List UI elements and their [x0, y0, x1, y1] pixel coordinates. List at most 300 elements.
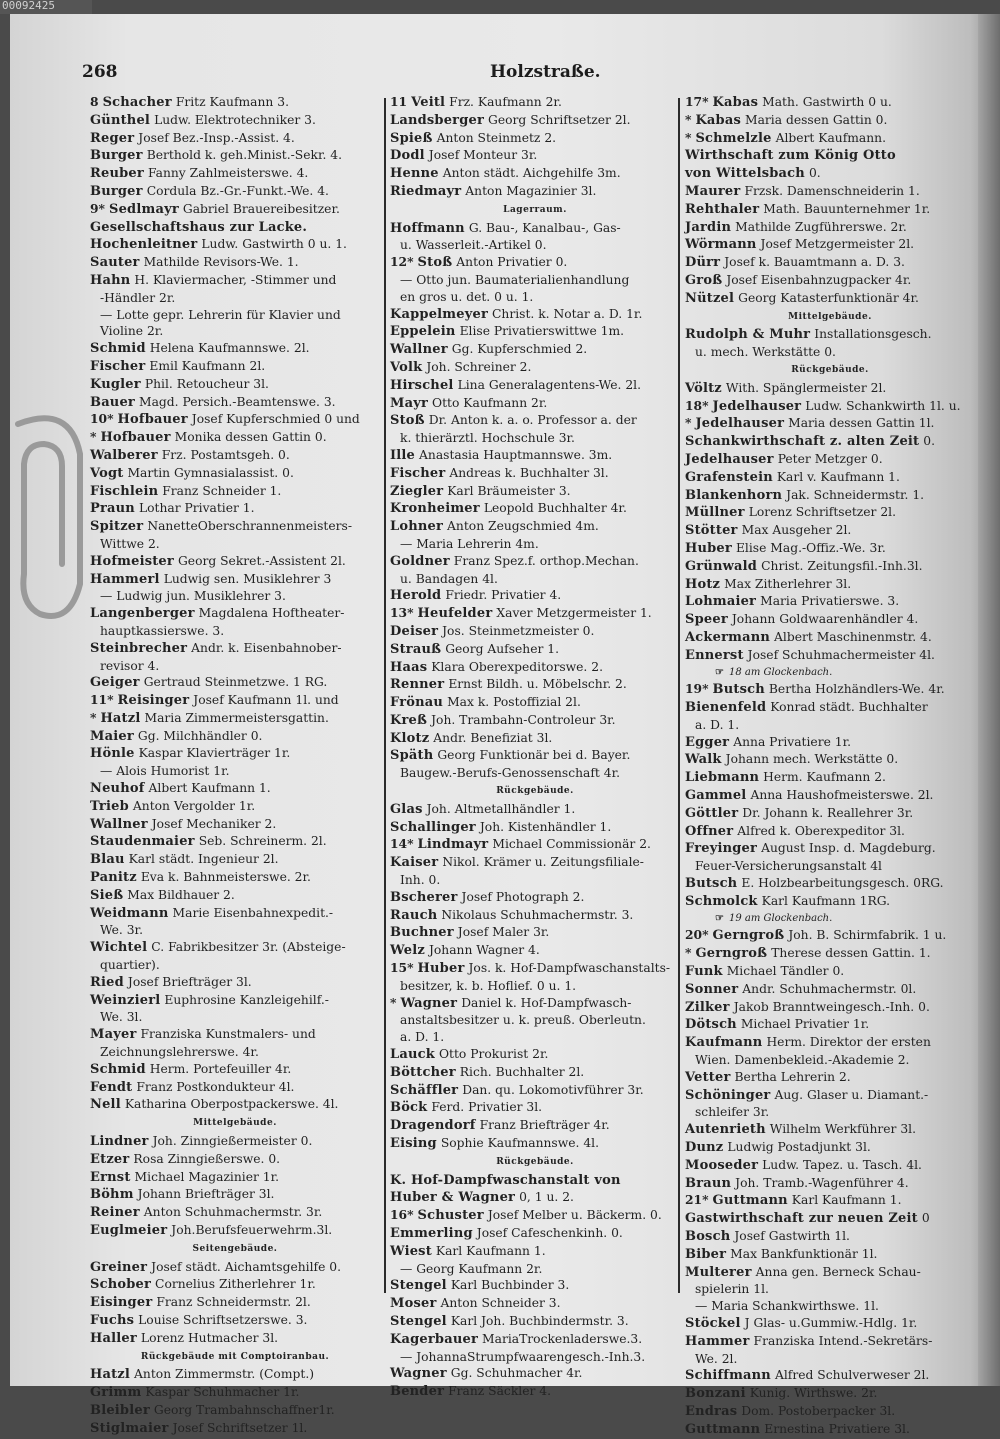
continuation-line: Zeichnungslehrerswe. 4r.: [100, 1045, 259, 1060]
resident-details: Lorenz Hutmacher 3l.: [140, 1330, 279, 1345]
resident-details: Georg Sekret.-Assistent 2l.: [177, 553, 346, 568]
resident-details: Joh. Zinngießermeister 0.: [152, 1134, 313, 1149]
section-heading: Seitengebäude.: [192, 1243, 278, 1254]
resident-details: Gg. Kupferschmied 2.: [451, 342, 588, 357]
directory-entry: [685, 522, 975, 540]
house-number: *: [90, 709, 97, 725]
resident-details: Gabriel Brauereibesitzer.: [182, 201, 340, 216]
resident-details: Michael Commissionär 2.: [492, 837, 651, 852]
resident-name: Wiest: [390, 1243, 432, 1259]
house-number: *: [685, 945, 692, 961]
paper-clip-icon: [10, 394, 88, 634]
directory-entry: [90, 1151, 380, 1169]
directory-entry: [390, 1383, 680, 1401]
resident-details: Michael Privatier 1r.: [740, 1017, 870, 1032]
resident-details: Dom. Postoberpacker 3l.: [741, 1403, 896, 1418]
resident-name: Greiner: [90, 1259, 148, 1275]
resident-details: 0.: [923, 434, 935, 449]
resident-details: Michael Magazinier 1r.: [134, 1169, 280, 1184]
house-number: 13*: [390, 605, 414, 621]
directory-entry: [390, 1277, 680, 1295]
resident-name: Mayr: [390, 395, 429, 411]
resident-name: Rauch: [390, 907, 438, 923]
resident-details: Dan. qu. Lokomotivführer 3r.: [462, 1082, 644, 1097]
resident-name: Glas: [390, 801, 423, 817]
directory-entry: [390, 641, 680, 659]
resident-details: Magdalena Hoftheater-: [198, 606, 345, 621]
resident-details: Anton Privatier 0.: [456, 255, 568, 270]
directory-entry: [90, 465, 380, 483]
section-heading: Rückgebäude.: [791, 364, 869, 375]
resident-name: Weidmann: [90, 905, 169, 921]
directory-entry: [390, 1225, 680, 1243]
resident-name: Kappelmeyer: [390, 306, 489, 322]
resident-name: Etzer: [90, 1151, 130, 1167]
resident-details: Gg. Milchhändler 0.: [137, 728, 263, 743]
resident-details: Ludw. Schankwirth 1l. u.: [805, 398, 961, 413]
house-number: 11*: [90, 692, 114, 708]
resident-details: Aug. Glaser u. Diamant.-: [774, 1087, 929, 1102]
directory-entry: [685, 611, 975, 629]
resident-name: Butsch: [685, 876, 738, 892]
directory-entry: [390, 1082, 680, 1100]
directory-entry: [90, 358, 380, 376]
directory-entry: [90, 553, 380, 571]
directory-entry: [685, 699, 975, 717]
resident-name: Eisinger: [90, 1295, 153, 1311]
directory-entry: [685, 201, 975, 219]
resident-name: Nell: [90, 1097, 121, 1113]
directory-entry: [685, 433, 975, 451]
directory-entry: [90, 939, 380, 957]
house-number: 21*: [685, 1192, 709, 1208]
directory-entry: [685, 1139, 975, 1157]
directory-entry: [90, 887, 380, 905]
resident-details: Ernst Bildh. u. Möbelschr. 2.: [448, 677, 627, 692]
directory-entry: [390, 605, 680, 623]
resident-details: Frz. Postamtsgeh. 0.: [161, 447, 290, 462]
directory-entry: [390, 183, 680, 201]
resident-name: Egger: [685, 734, 730, 750]
resident-name: Bienenfeld: [685, 700, 767, 716]
directory-entry: [390, 907, 680, 925]
directory-entry: [685, 751, 975, 769]
resident-name: Maurer: [685, 183, 741, 199]
directory-entry: [90, 640, 380, 658]
resident-details: Gg. Schuhmacher 4r.: [450, 1366, 583, 1381]
resident-details: Otto Kaufmann 2r.: [432, 395, 548, 410]
directory-entry: [390, 623, 680, 641]
resident-details: Andreas k. Buchhalter 3l.: [449, 465, 609, 480]
directory-entry: [685, 558, 975, 576]
resident-name: Staudenmaier: [90, 834, 195, 850]
directory-entry: [390, 112, 680, 130]
resident-name: Bonzani: [685, 1386, 746, 1402]
resident-name: Lindmayr: [417, 837, 489, 853]
resident-name: Gerngroß: [712, 928, 785, 944]
resident-name: Braun: [685, 1175, 732, 1191]
directory-entry: [90, 1402, 380, 1420]
directory-entry: [90, 147, 380, 165]
resident-details: Karl Joh. Buchbindermstr. 3.: [450, 1313, 629, 1328]
resident-details: Ferd. Privatier 3l.: [431, 1100, 543, 1115]
resident-details: Maria dessen Gattin 1l.: [788, 416, 935, 431]
directory-entry: [390, 676, 680, 694]
directory-entry: [390, 1313, 680, 1331]
resident-name: Bosch: [685, 1229, 731, 1244]
house-number: 9*: [90, 200, 105, 216]
resident-name: Kaiser: [390, 855, 439, 871]
directory-entry: [90, 1294, 380, 1312]
resident-name: Sauter: [90, 255, 140, 271]
resident-name: Walk: [685, 752, 722, 768]
resident-name: Gerngroß: [695, 946, 768, 962]
resident-name: Welz: [390, 943, 425, 959]
resident-details: Frz. Kaufmann 2r.: [449, 95, 562, 109]
resident-details: Karl v. Kaufmann 1.: [776, 469, 900, 484]
directory-entry: [90, 1420, 380, 1438]
resident-name: Gammel: [685, 788, 747, 804]
directory-entry: [390, 553, 680, 571]
resident-name: Vogt: [90, 465, 124, 481]
resident-details: Marie Eisenbahnexpedit.-: [172, 905, 334, 920]
house-number: *: [90, 429, 97, 445]
directory-entry: [390, 1172, 680, 1190]
directory-entry: [685, 1333, 975, 1351]
resident-details: Karl Kaufmann 1.: [435, 1243, 546, 1258]
resident-name: Sieß: [90, 887, 124, 903]
directory-entry: [90, 728, 380, 746]
directory-entry: [90, 1366, 380, 1384]
resident-name: Jedelhauser: [685, 451, 774, 467]
resident-details: Ludw. Elektrotechniker 3.: [154, 112, 316, 127]
directory-entry: [390, 483, 680, 501]
resident-details: Georg Aufseher 1.: [445, 641, 560, 656]
resident-name: Dunz: [685, 1140, 724, 1156]
resident-name: Guttmann: [685, 1421, 761, 1437]
directory-entry: [685, 681, 975, 699]
directory-entry: [390, 465, 680, 483]
continuation-line: — Georg Kaufmann 2r.: [400, 1261, 543, 1276]
directory-entry: [685, 451, 975, 469]
directory-entry: [390, 1207, 680, 1225]
directory-entry: [685, 165, 975, 183]
house-number: 16*: [390, 1207, 414, 1223]
resident-details: Alfred Schulverweser 2l.: [774, 1368, 930, 1383]
resident-name: Huber: [685, 540, 732, 556]
cross-reference-note: [715, 665, 975, 682]
resident-name: Schmolck: [685, 893, 758, 909]
directory-entry: [90, 94, 380, 112]
resident-details: Nikol. Krämer u. Zeitungsfiliale-: [442, 855, 644, 870]
resident-name: Schankwirthschaft z. alten Zeit: [685, 434, 920, 450]
directory-entry: [685, 398, 975, 416]
resident-name: Strauß: [390, 641, 442, 657]
resident-name: Kagerbauer: [390, 1331, 479, 1347]
directory-entry: [390, 1099, 680, 1117]
continuation-line: — Maria Schankwirthswe. 1l.: [695, 1299, 879, 1314]
resident-details: Joh. Kistenhändler 1.: [479, 819, 612, 834]
directory-entry: [685, 147, 975, 165]
resident-name: Autenrieth: [685, 1122, 766, 1138]
resident-name: Offner: [685, 823, 734, 839]
resident-details: Franz Briefträger 4r.: [479, 1118, 610, 1133]
directory-entry: [390, 1046, 680, 1064]
resident-name: Stengel: [390, 1313, 447, 1329]
resident-name: Klotz: [390, 730, 430, 746]
scan-id-label: 00092425: [0, 0, 92, 14]
resident-name: Deiser: [390, 623, 439, 639]
directory-entry: [90, 1096, 380, 1114]
house-number: 19*: [685, 681, 709, 697]
resident-details: Katharina Oberpostpackerswe. 4l.: [124, 1097, 339, 1112]
resident-name: Funk: [685, 964, 723, 980]
directory-entry: [390, 1189, 680, 1207]
resident-name: Eising: [390, 1136, 437, 1152]
continuation-line: — Maria Lehrerin 4m.: [400, 536, 539, 551]
resident-name: Nützel: [685, 290, 735, 306]
resident-details: Ludw. Gastwirth 0 u. 1.: [201, 237, 347, 252]
column-divider: [384, 98, 386, 1293]
resident-details: J Glas- u.Gummiw.-Hdlg. 1r.: [744, 1315, 918, 1330]
directory-entry: [390, 130, 680, 148]
directory-entry: [685, 504, 975, 522]
resident-details: Peter Metzger 0.: [777, 451, 883, 466]
resident-name: Bleibler: [90, 1402, 150, 1418]
directory-entry: [685, 945, 975, 963]
resident-details: Andr. Schuhmachermstr. 0l.: [742, 981, 917, 996]
resident-details: Jak. Schneidermstr. 1.: [786, 487, 925, 502]
continuation-line: We. 3r.: [100, 923, 143, 938]
continuation-line: schleifer 3r.: [695, 1105, 770, 1120]
resident-details: Johann Wagner 4.: [428, 943, 540, 958]
directory-entry: [90, 1384, 380, 1402]
resident-name: Ille: [390, 447, 416, 463]
directory-entry: [390, 924, 680, 942]
resident-name: Schmid: [90, 341, 146, 357]
resident-details: Elise Privatierswittwe 1m.: [459, 324, 625, 339]
column-right: [685, 94, 975, 1439]
resident-details: Phil. Retoucheur 3l.: [144, 376, 269, 391]
resident-details: 0: [921, 1211, 930, 1226]
resident-name: Gastwirthschaft zur neuen Zeit: [685, 1211, 918, 1227]
continuation-line: — Otto jun. Baumaterialienhandlung: [400, 272, 630, 287]
section-heading: Lagerraum.: [503, 204, 567, 215]
resident-name: Hirschel: [390, 377, 454, 393]
resident-details: Cornelius Zitherlehrer 1r.: [155, 1277, 316, 1292]
directory-entry: [90, 1061, 380, 1079]
resident-name: Fischlein: [90, 483, 159, 499]
directory-entry: [390, 730, 680, 748]
directory-entry: [90, 236, 380, 254]
directory-entry: [90, 1259, 380, 1277]
resident-details: Kunig. Wirthswe. 2r.: [749, 1386, 878, 1401]
directory-entry: [390, 889, 680, 907]
resident-details: C. Fabrikbesitzer 3r. (Absteige-: [151, 940, 346, 955]
resident-name: Fendt: [90, 1079, 133, 1095]
directory-entry: [90, 1276, 380, 1294]
continuation-line: Violine 2r.: [100, 324, 164, 339]
resident-name: Dötsch: [685, 1017, 737, 1033]
resident-details: Math. Gastwirth 0 u.: [762, 95, 892, 109]
resident-name: Wichtel: [90, 940, 148, 956]
resident-name: Hofbauer: [117, 412, 188, 428]
resident-name: Vetter: [685, 1069, 731, 1085]
directory-entry: [390, 712, 680, 730]
directory-entry: [685, 130, 975, 148]
resident-name: Grünwald: [685, 558, 758, 574]
resident-name: Mayer: [90, 1027, 137, 1043]
resident-name: Späth: [390, 748, 434, 764]
directory-entry: [90, 798, 380, 816]
directory-entry: [685, 1367, 975, 1385]
resident-details: E. Holzbearbeitungsgesch. 0RG.: [741, 876, 944, 891]
continuation-line: u. Wasserleit.-Artikel 0.: [400, 238, 547, 253]
resident-details: Lothar Privatier 1.: [138, 501, 255, 516]
resident-details: G. Bau-, Kanalbau-, Gas-: [468, 220, 621, 235]
directory-entry: [90, 745, 380, 763]
resident-name: Böck: [390, 1100, 428, 1116]
resident-name: Frönau: [390, 695, 444, 711]
resident-details: Joh.Berufsfeuerwehrm.3l.: [171, 1223, 333, 1237]
resident-details: Joh. Schreiner 2.: [426, 359, 532, 374]
resident-details: Josef Cafeschenkinh. 0.: [476, 1226, 623, 1240]
resident-name: Kabas: [695, 112, 741, 128]
directory-entry: [685, 236, 975, 254]
resident-details: Max Bildhauer 2.: [127, 887, 235, 902]
resident-name: Hoffmann: [390, 220, 465, 236]
continuation-line: k. thierärztl. Hochschule 3r.: [400, 431, 575, 446]
directory-entry: [90, 1186, 380, 1204]
resident-name: Hönle: [90, 746, 135, 762]
resident-details: Josef Mechaniker 2.: [151, 816, 277, 831]
resident-name: Kabas: [712, 95, 759, 110]
directory-entry: [685, 823, 975, 841]
directory-entry: [685, 1034, 975, 1052]
house-number: 18*: [685, 397, 709, 413]
resident-details: Helena Kaufmannswe. 2l.: [149, 341, 310, 356]
resident-details: Josef Metzgermeister 2l.: [760, 237, 915, 252]
resident-name: Zilker: [685, 999, 730, 1015]
resident-name: Hofbauer: [100, 430, 171, 446]
resident-name: Sonner: [685, 981, 739, 997]
directory-entry: [685, 840, 975, 858]
directory-entry: [90, 272, 380, 290]
continuation-line: en gros u. det. 0 u. 1.: [400, 289, 534, 304]
resident-details: Karl Kaufmann 1RG.: [761, 893, 890, 908]
directory-entry: [685, 999, 975, 1017]
resident-name: Dürr: [685, 255, 721, 271]
resident-name: Ziegler: [390, 483, 444, 499]
resident-details: Xaver Metzgermeister 1.: [496, 606, 652, 621]
resident-details: Anton Zimmermstr. (Compt.): [134, 1367, 315, 1382]
directory-entry: [685, 805, 975, 823]
resident-name: Rehthaler: [685, 201, 760, 217]
resident-name: Wagner: [400, 995, 458, 1011]
resident-name: Spieß: [390, 130, 433, 146]
resident-name: Henne: [390, 166, 439, 182]
resident-name: Blankenhorn: [685, 487, 783, 503]
house-number: 12*: [390, 254, 414, 270]
resident-details: Dr. Johann k. Reallehrer 3r.: [742, 805, 914, 820]
directory-entry: [390, 1331, 680, 1349]
resident-details: Franz Säckler 4.: [448, 1384, 551, 1399]
continuation-line: a. D. 1.: [400, 1030, 445, 1045]
resident-details: Georg Trambahnschaffner1r.: [153, 1402, 335, 1417]
directory-entry: [390, 359, 680, 377]
street-title: Holzstraße.: [490, 62, 601, 82]
section-heading: Rückgebäude mit Comptoiranbau.: [140, 1351, 330, 1362]
directory-entry: [90, 376, 380, 394]
directory-entry: [90, 219, 380, 237]
directory-entry: [90, 518, 380, 536]
directory-entry: [90, 1312, 380, 1330]
directory-entry: [90, 1204, 380, 1222]
house-number: 14*: [390, 836, 414, 852]
resident-details: Anton städt. Aichgehilfe 3m.: [442, 166, 621, 181]
continuation-line: quartier).: [100, 958, 160, 973]
note-text: 18 am Glockenbach.: [728, 666, 833, 678]
resident-details: Euphrosine Kanzleigehilf.-: [164, 992, 329, 1007]
resident-name: Fuchs: [90, 1312, 135, 1328]
resident-name: Biber: [685, 1246, 727, 1262]
resident-name: Dragendorf: [390, 1118, 476, 1134]
resident-name: Reuber: [90, 166, 144, 182]
directory-entry: [90, 183, 380, 201]
resident-details: Herm. Portefeuiller 4r.: [149, 1061, 292, 1076]
resident-name: Lohner: [390, 519, 444, 535]
directory-entry: [390, 694, 680, 712]
directory-entry: [390, 1117, 680, 1135]
resident-name: Hatzl: [90, 1367, 131, 1383]
directory-entry: [685, 540, 975, 558]
directory-entry: [90, 869, 380, 887]
resident-details: August Insp. d. Magdeburg.: [761, 841, 936, 856]
resident-details: Jos. Steinmetzmeister 0.: [442, 623, 595, 638]
directory-entry: [390, 801, 680, 819]
resident-name: Gesellschaftshaus zur Lacke.: [90, 219, 308, 235]
resident-name: Kreß: [390, 712, 428, 728]
directory-entry: [685, 94, 975, 112]
resident-name: K. Hof-Dampfwaschanstalt von: [390, 1172, 621, 1188]
resident-details: Seb. Schreinerm. 2l.: [198, 834, 327, 849]
resident-name: Fischer: [90, 358, 146, 374]
directory-entry: [390, 147, 680, 165]
resident-details: Johann mech. Werkstätte 0.: [725, 752, 899, 767]
directory-entry: [685, 290, 975, 308]
resident-details: Emil Kaufmann 2l.: [149, 358, 266, 373]
resident-details: Jos. k. Hof-Dampfwaschanstalts-: [468, 961, 671, 976]
directory-entry: [390, 659, 680, 677]
resident-details: Albert Maschinenmstr. 4.: [774, 629, 932, 644]
directory-entry: [90, 851, 380, 869]
directory-entry: [390, 854, 680, 872]
resident-details: Johann Goldwaarenhändler 4.: [731, 612, 919, 627]
house-number: *: [685, 415, 692, 431]
directory-entry: [90, 674, 380, 692]
resident-details: Maria Privatierswe. 3.: [760, 594, 900, 609]
resident-details: Max Ausgeher 2l.: [741, 523, 852, 538]
resident-details: Dr. Anton k. a. o. Professor a. der: [428, 413, 637, 428]
directory-entry: [90, 833, 380, 851]
resident-name: Walberer: [90, 447, 158, 463]
resident-name: Schacher: [102, 95, 172, 110]
directory-entry: [90, 201, 380, 219]
directory-entry: [90, 130, 380, 148]
resident-name: Speer: [685, 612, 728, 628]
resident-name: Steinbrecher: [90, 640, 188, 656]
continuation-line: anstaltsbesitzer u. k. preuß. Oberleutn.: [400, 1013, 646, 1028]
